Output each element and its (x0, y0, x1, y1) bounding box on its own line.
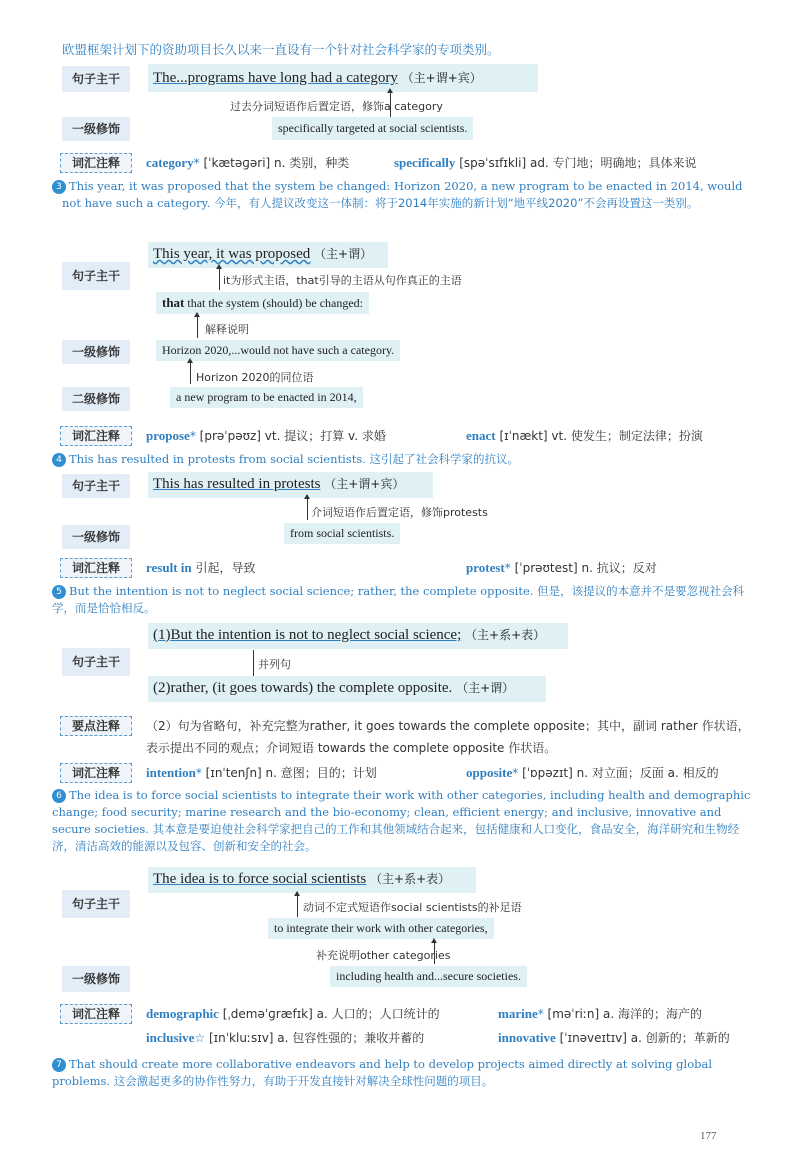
vocab-def: 引起，导致 (195, 561, 256, 575)
vocab-word: propose (146, 428, 190, 443)
s5-key-text: （2）句为省略句，补充完整为rather, it goes towards the complete opposite；其中，副词 rather 作状语，表示提出不同的观点；介词短语 towards the complete opposite 作状语。 (146, 719, 750, 755)
s5-vocab-label: 词汇注释 (60, 763, 132, 783)
s4-note: 介词短语作后置定语，修饰protests (311, 506, 488, 519)
s2-main-clause (153, 69, 482, 87)
vocab-word: opposite (466, 765, 513, 780)
s3-main-struct: （主+谓） (314, 247, 373, 261)
s2-note: 过去分词短语作后置定语，修饰a category (230, 100, 443, 113)
vocab-def: [məˈriːn] a. 海洋的；海产的 (547, 1007, 702, 1021)
vocab-def: [ˈɒpəzɪt] n. 对立面；反面 a. 相反的 (522, 766, 719, 780)
s7-number-badge: 7 (52, 1058, 66, 1072)
s6-vocab-4 (498, 1029, 730, 1046)
s6-mod-text: including health and...secure societies. (330, 966, 527, 987)
s6-note-2: 补充说明other categories (316, 949, 451, 962)
star-icon: * (504, 561, 511, 575)
star-icon: * (189, 429, 196, 443)
s4-mod-label: 一级修饰 (62, 525, 130, 549)
vocab-def: [ˈkætəɡəri] n. 类别，种类 (203, 156, 350, 170)
vocab-word: enact (466, 428, 496, 443)
vocab-word: protest (466, 560, 505, 575)
s5-vocab-2 (466, 764, 719, 781)
star-icon: * (537, 1007, 544, 1021)
vocab-word: intention (146, 765, 196, 780)
s6-number-badge: 6 (52, 789, 66, 803)
star-icon: * (195, 766, 202, 780)
s5-sentence (52, 583, 756, 617)
vocab-def: [ˈɪnəveɪtɪv] a. 创新的；革新的 (559, 1031, 730, 1045)
s4-vocab-label: 词汇注释 (60, 558, 132, 578)
s3-that-clause: that that the system (should) be changed: (156, 292, 369, 314)
s5-note: 并列句 (258, 658, 291, 671)
vocab-def: [ˈprəʊtest] n. 抗议；反对 (514, 561, 657, 575)
s2-main-struct: （主+谓+宾） (401, 71, 482, 85)
star-outline-icon: ☆ (194, 1031, 206, 1045)
s3-that-clause-text: that the system (should) be changed: (187, 296, 364, 310)
vocab-def: [ɪˈnækt] vt. 使发生；制定法律；扮演 (499, 429, 703, 443)
vocab-def: [ˌdeməˈɡræfɪk] a. 人口的；人口统计的 (222, 1007, 440, 1021)
s3-mod1-label: 一级修饰 (62, 340, 130, 364)
s2-mod-label: 一级修饰 (62, 117, 130, 141)
s6-vocab-3 (146, 1029, 424, 1046)
s4-english: This has resulted in protests from social scientists. (69, 452, 366, 466)
s2-main-text: The...programs have long had a category (153, 70, 398, 86)
page-number: 177 (700, 1130, 717, 1142)
star-icon: * (512, 766, 519, 780)
s3-main-label: 句子主干 (62, 262, 130, 290)
s4-main-text: This has resulted in protests (153, 476, 321, 492)
s6-vocab-label: 词汇注释 (60, 1004, 132, 1024)
s7-chinese: 这会激起更多的协作性努力，有助于开发直接针对解决全球性问题的项目。 (113, 1074, 494, 1088)
s3-vocab-1 (146, 427, 386, 444)
s3-english: This year, it was proposed that the system be changed: Horizon 2020, a new program to be enacted in 2014, would not have such a category. (62, 179, 743, 210)
s2-vocab-label: 词汇注释 (60, 153, 132, 173)
s3-mod1-content: Horizon 2020,...would not have such a category. (162, 343, 395, 357)
s5-chinese: 但是，该提议的本意并不是要忽视社会科学，而是恰恰相反。 (52, 584, 745, 615)
vocab-word: specifically (394, 155, 456, 170)
s3-note-1: it为形式主语，that引导的主语从句作真正的主语 (223, 274, 462, 287)
s4-main-struct: （主+谓+宾） (324, 477, 405, 491)
s6-main-text: The idea is to force social scientists (153, 871, 367, 887)
s3-note-3: Horizon 2020的同位语 (196, 371, 314, 384)
s2-main-label: 句子主干 (62, 66, 130, 92)
s7-sentence (52, 1056, 756, 1090)
arrow-up-icon (307, 498, 308, 520)
arrow-up-icon (219, 268, 220, 290)
s5-line2-text: (2)rather, (it goes towards) the complete opposite. (153, 680, 453, 696)
s3-vocab-label: 词汇注释 (60, 426, 132, 446)
s4-main-clause (153, 475, 404, 493)
s6-vocab-1 (146, 1005, 440, 1022)
s6-to-clause: to integrate their work with other categories, (268, 918, 494, 939)
s4-main-label: 句子主干 (62, 474, 130, 498)
s4-vocab-2 (466, 559, 657, 576)
s3-vocab-2 (466, 427, 703, 444)
s4-chinese: 这引起了社会科学家的抗议。 (369, 452, 520, 466)
s3-number-badge: 3 (52, 180, 66, 194)
s6-vocab-2 (498, 1005, 702, 1022)
s2-vocab-1 (146, 154, 349, 171)
s6-sentence (52, 787, 756, 855)
arrow-up-icon (297, 895, 298, 917)
arrow-up-icon (197, 316, 198, 338)
s5-vocab-1 (146, 764, 377, 781)
s5-main-label: 句子主干 (62, 648, 130, 676)
s6-main-label: 句子主干 (62, 890, 130, 918)
vocab-def: [spəˈsɪfɪkli] ad. 专门地；明确地；具体来说 (459, 156, 697, 170)
vocab-def: [prəˈpəʊz] vt. 提议；打算 v. 求婚 (199, 429, 386, 443)
s3-chinese: 今年，有人提议改变这一体制：将于2014年实施的新计划“地平线2020”不会再设置这一类别。 (213, 196, 699, 210)
s3-mod2-text: a new program to be enacted in 2014, (170, 387, 363, 408)
s5-line1 (153, 626, 545, 644)
s3-sentence (56, 178, 756, 212)
s4-number-badge: 4 (52, 453, 66, 467)
vocab-word: innovative (498, 1030, 556, 1045)
s6-main-struct: （主+系+表） (370, 872, 451, 886)
s3-main-clause (153, 245, 372, 263)
s6-mod-label: 一级修饰 (62, 966, 130, 992)
s7-english: That should create more collaborative endeavors and help to develop projects aimed directly at solving global problems. (52, 1057, 713, 1088)
s5-line1-struct: （主+系+表） (465, 628, 546, 642)
s2-mod-text: specifically targeted at social scientists. (272, 117, 473, 140)
s4-mod-text: from social scientists. (284, 523, 400, 544)
vocab-def: [ɪnˈkluːsɪv] a. 包容性强的；兼收并蓄的 (209, 1031, 425, 1045)
s6-chinese: 其本意是要迫使社会科学家把自己的工作和其他领域结合起来，包括健康和人口变化，食品安全，海洋研究和生物经济，清洁高效的能源以及包容、创新和安全的社会。 (52, 822, 740, 853)
s3-note-2: 解释说明 (205, 323, 249, 336)
s5-line2-struct: （主+谓） (456, 681, 515, 695)
s3-mod2-label: 二级修饰 (62, 387, 130, 411)
s4-sentence (52, 451, 756, 468)
star-icon: * (193, 156, 200, 170)
vocab-word: marine (498, 1006, 538, 1021)
s6-note-1: 动词不定式短语作social scientists的补足语 (303, 901, 522, 914)
arrow-up-icon (190, 362, 191, 384)
s5-line1-text: (1)But the intention is not to neglect social science; (153, 627, 462, 643)
s3-main-text: This year, it was proposed (153, 246, 311, 262)
s5-english: But the intention is not to neglect social science; rather, the complete opposite. (69, 584, 534, 598)
vocab-word: inclusive (146, 1030, 195, 1045)
s2-vocab-2 (394, 154, 697, 171)
s2-cn-translation: 欧盟框架计划下的资助项目长久以来一直设有一个针对社会科学家的专项类别。 (62, 42, 500, 57)
vocab-word: category (146, 155, 194, 170)
s4-vocab-1 (146, 559, 255, 576)
s6-main-clause (153, 870, 450, 888)
vocab-def: [ɪnˈtenʃn] n. 意图；目的；计划 (205, 766, 377, 780)
s5-key-label: 要点注释 (60, 716, 132, 736)
vocab-word: result in (146, 560, 192, 575)
s6-english: The idea is to force social scientists to integrate their work with other categories, including health and demographic change; food security; marine research and the bio-economy; clean, efficient energy; and inclusive, innovative and secure societies. (52, 788, 751, 836)
s5-connector-line (253, 650, 254, 676)
s5-number-badge: 5 (52, 585, 66, 599)
s5-line2 (153, 679, 514, 697)
vocab-word: demographic (146, 1006, 219, 1021)
